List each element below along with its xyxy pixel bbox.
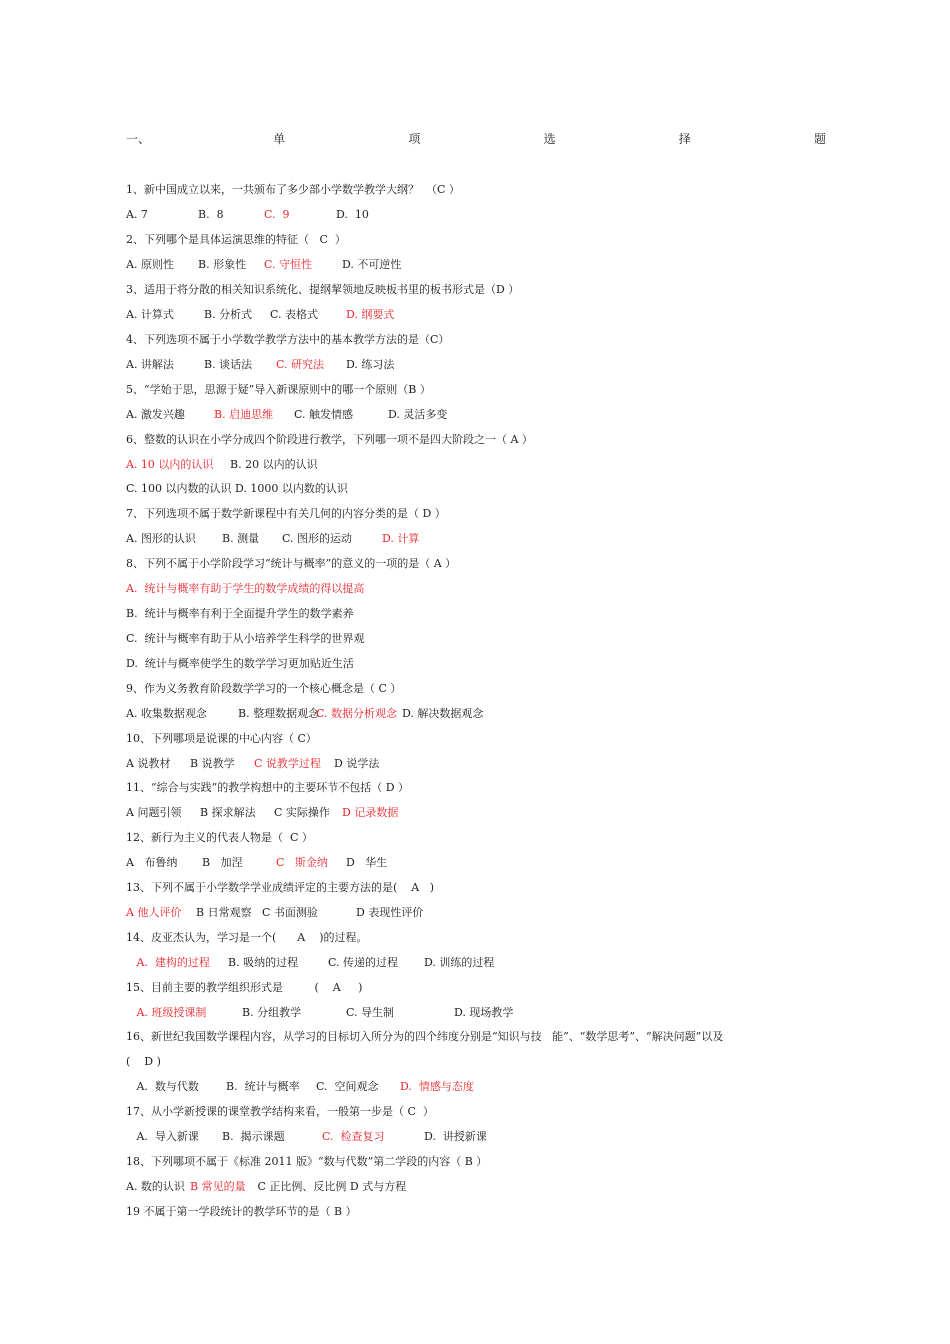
question-line bbox=[126, 433, 533, 447]
heading-char: 择 bbox=[678, 132, 691, 146]
question-text: 12、新行为主义的代表人物是（ C ） bbox=[126, 831, 313, 844]
question-text: A. 数与代数 bbox=[126, 1080, 199, 1093]
question-line bbox=[126, 607, 354, 621]
answer-text: C. 研究法 bbox=[276, 358, 325, 371]
question-text: D. 练习法 bbox=[346, 358, 395, 371]
answer-text: B 常见的量 bbox=[190, 1180, 246, 1193]
question-text: 3、适用于将分散的相关知识系统化、提纲挈领地反映板书里的板书形式是（D ） bbox=[126, 283, 520, 296]
question-line bbox=[126, 1055, 161, 1069]
question-line bbox=[126, 1030, 723, 1044]
question-text: B 探求解法 bbox=[200, 806, 256, 819]
question-line bbox=[126, 881, 434, 895]
question-text: 1、新中国成立以来，一共颁布了多少部小学数学教学大纲？ （C ） bbox=[126, 183, 460, 196]
answer-text: C 说教学过程 bbox=[254, 757, 321, 770]
question-text: A. 导入新课 bbox=[126, 1130, 199, 1143]
question-text: C. 触发情感 bbox=[294, 408, 354, 421]
answer-text: C. 9 bbox=[264, 208, 290, 221]
question-text: 6、整数的认识在小学分成四个阶段进行教学，下列哪一项不是四大阶段之一（ A ） bbox=[126, 433, 533, 446]
answer-text: C 斯金纳 bbox=[276, 856, 328, 869]
question-text: A 问题引领 bbox=[126, 806, 182, 819]
question-text: C 书面测验 bbox=[262, 906, 318, 919]
question-text: 10、下列哪项是说课的中心内容（ C） bbox=[126, 732, 317, 745]
question-line bbox=[126, 333, 449, 347]
question-text: D 说学法 bbox=[334, 757, 380, 770]
question-text: B. 谈话法 bbox=[204, 358, 253, 371]
question-text: D. 10 bbox=[336, 208, 369, 221]
question-line bbox=[126, 507, 446, 521]
question-text: D 表现性评价 bbox=[356, 906, 424, 919]
question-line bbox=[126, 632, 365, 646]
question-text: A 布鲁纳 bbox=[126, 856, 178, 869]
question-line bbox=[126, 781, 409, 795]
question-text: A. 激发兴趣 bbox=[126, 408, 185, 421]
question-text: A. 7 bbox=[126, 208, 148, 221]
answer-text: A. 统计与概率有助于学生的数学成绩的得以提高 bbox=[126, 582, 365, 595]
question-line bbox=[126, 482, 348, 496]
question-text: A. 收集数据观念 bbox=[126, 707, 207, 720]
question-text: B. 分析式 bbox=[204, 308, 253, 321]
question-line bbox=[126, 831, 313, 845]
question-line bbox=[126, 682, 401, 696]
question-text: C. 表格式 bbox=[270, 308, 319, 321]
question-text: 19 不属于第一学段统计的教学环节的是（ B ） bbox=[126, 1205, 357, 1218]
heading-char: 一、 bbox=[126, 132, 151, 146]
question-text: B 加涅 bbox=[202, 856, 243, 869]
question-text: 18、下列哪项不属于《标准 2011 版》“数与代数”第二学段的内容（ B ） bbox=[126, 1155, 488, 1168]
question-line bbox=[126, 383, 431, 397]
question-line bbox=[126, 183, 460, 197]
question-line bbox=[126, 582, 364, 596]
question-line bbox=[126, 1105, 434, 1119]
answer-text: B. 启迪思维 bbox=[214, 408, 274, 421]
question-text: D. 讲授新课 bbox=[424, 1130, 487, 1143]
question-text: C. 导生制 bbox=[346, 1006, 395, 1019]
question-text: C. 图形的运动 bbox=[282, 532, 353, 545]
question-text: D. 统计与概率使学生的数学学习更加贴近生活 bbox=[126, 657, 354, 670]
answer-text: C. 检查复习 bbox=[322, 1130, 385, 1143]
question-text: 8、下列不属于小学阶段学习“统计与概率”的意义的一项的是（ A ） bbox=[126, 557, 457, 570]
question-text: B 说教学 bbox=[190, 757, 235, 770]
question-text: C. 统计与概率有助于从小培养学生科学的世界观 bbox=[126, 632, 365, 645]
question-line bbox=[126, 1155, 487, 1169]
question-text: 14、皮亚杰认为，学习是一个( A )的过程。 bbox=[126, 931, 368, 944]
heading-char: 选 bbox=[543, 132, 556, 146]
question-text: 13、下列不属于小学数学学业成绩评定的主要方法的是( A ) bbox=[126, 881, 434, 894]
question-text: A. 数的认识 bbox=[126, 1180, 189, 1193]
question-text: ( D ) bbox=[126, 1055, 161, 1068]
question-text: D. 现场教学 bbox=[454, 1006, 514, 1019]
question-text: A. 计算式 bbox=[126, 308, 174, 321]
question-text: A. 图形的认识 bbox=[126, 532, 196, 545]
question-text: 7、下列选项不属于数学新课程中有关几何的内容分类的是（ D ） bbox=[126, 507, 446, 520]
question-text: B. 测量 bbox=[222, 532, 260, 545]
question-text: C 正比例、反比例 D 式与方程 bbox=[254, 1180, 407, 1193]
question-text: B. 统计与概率有利于全面提升学生的数学素养 bbox=[126, 607, 354, 620]
question-text: C. 100 以内数的认识 D. 1000 以内数的认识 bbox=[126, 482, 348, 495]
answer-text: A 他人评价 bbox=[126, 906, 182, 919]
question-text: 17、从小学新授课的课堂教学结构来看，一般第一步是（ C ） bbox=[126, 1105, 434, 1118]
answer-text: D. 计算 bbox=[382, 532, 420, 545]
question-text: C. 传递的过程 bbox=[328, 956, 399, 969]
question-text: 11、“综合与实践”的教学构想中的主要环节不包括（ D ） bbox=[126, 781, 410, 794]
question-text: D. 灵活多变 bbox=[388, 408, 448, 421]
question-text: A. 原则性 bbox=[126, 258, 174, 271]
question-line bbox=[126, 657, 354, 671]
answer-text: A. 班级授课制 bbox=[126, 1006, 207, 1019]
question-text: D. 解决数据观念 bbox=[402, 707, 484, 720]
question-text: B. 吸纳的过程 bbox=[228, 956, 299, 969]
question-text: A 说教材 bbox=[126, 757, 171, 770]
question-line bbox=[126, 1205, 357, 1219]
question-line bbox=[126, 233, 346, 247]
question-text: 15、目前主要的教学组织形式是 ( A ) bbox=[126, 981, 363, 994]
question-line bbox=[126, 732, 317, 746]
question-text: 2、下列哪个是具体运演思维的特征（ C ） bbox=[126, 233, 346, 246]
answer-text: C. 守恒性 bbox=[264, 258, 313, 271]
answer-text: D 记录数据 bbox=[342, 806, 399, 819]
heading-char: 单 bbox=[273, 132, 286, 146]
question-text: A. 讲解法 bbox=[126, 358, 174, 371]
question-text: B. 20 以内的认识 bbox=[230, 458, 318, 471]
question-line bbox=[126, 557, 456, 571]
question-text: B. 统计与概率 bbox=[226, 1080, 300, 1093]
answer-text: C. 数据分析观念 bbox=[316, 707, 398, 720]
question-text: C 实际操作 bbox=[274, 806, 330, 819]
question-line bbox=[126, 283, 519, 297]
heading-char: 项 bbox=[408, 132, 421, 146]
question-text: 4、下列选项不属于小学数学教学方法中的基本教学方法的是（C） bbox=[126, 333, 450, 346]
question-text: B. 整理数据观念 bbox=[238, 707, 320, 720]
question-text: 16、新世纪我国数学课程内容，从学习的目标切入所分为的四个纬度分别是“知识与技 能”、“数学思考”、“解决问题”以及 bbox=[126, 1030, 724, 1043]
question-text: D. 训练的过程 bbox=[424, 956, 495, 969]
heading-char: 题 bbox=[813, 132, 826, 146]
question-text: B. 8 bbox=[198, 208, 224, 221]
answer-text: A. 建构的过程 bbox=[126, 956, 210, 969]
answer-text: D. 纲要式 bbox=[346, 308, 395, 321]
answer-text: D. 情感与态度 bbox=[400, 1080, 474, 1093]
question-text: 9、作为义务教育阶段数学学习的一个核心概念是（ C ） bbox=[126, 682, 402, 695]
question-line bbox=[126, 981, 362, 995]
question-text: D 华生 bbox=[346, 856, 388, 869]
section-heading bbox=[126, 130, 826, 147]
question-text: B 日常观察 bbox=[196, 906, 252, 919]
question-text: 5、“学始于思，思源于疑”导入新课原则中的哪一个原则（B ） bbox=[126, 383, 431, 396]
question-text: C. 空间观念 bbox=[316, 1080, 379, 1093]
question-line bbox=[126, 931, 368, 945]
question-text: B. 分组教学 bbox=[242, 1006, 302, 1019]
question-text: B. 揭示课题 bbox=[222, 1130, 285, 1143]
question-text: D. 不可逆性 bbox=[342, 258, 402, 271]
question-text: B. 形象性 bbox=[198, 258, 247, 271]
answer-text: A. 10 以内的认识 bbox=[126, 458, 214, 471]
